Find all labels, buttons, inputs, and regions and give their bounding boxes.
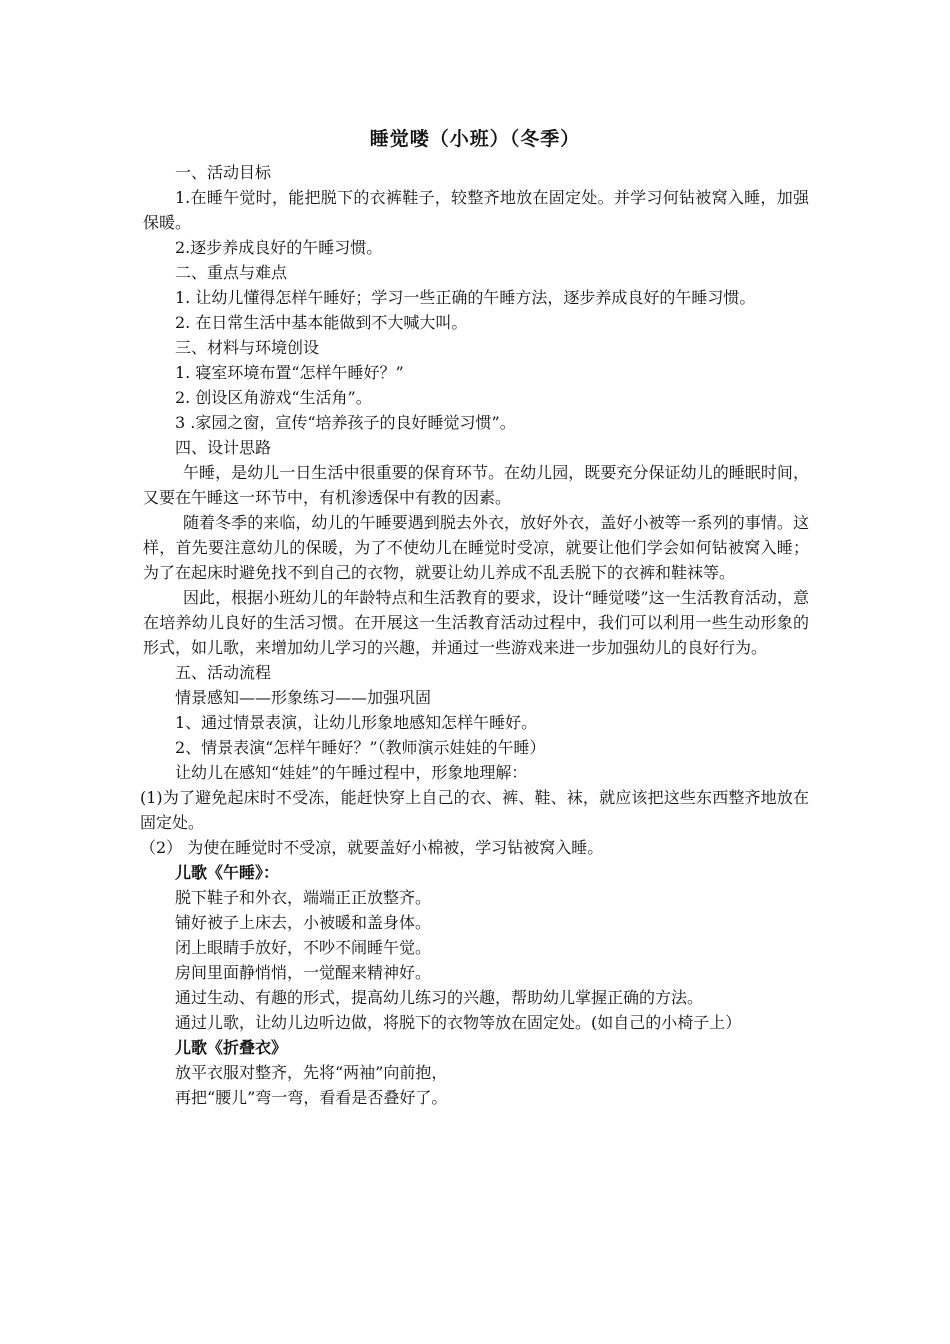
paragraph: 2.逐步养成良好的午睡习惯。 xyxy=(175,238,383,257)
paragraph: 1、通过情景表演，让幼儿形象地感知怎样午睡好。 xyxy=(175,713,538,732)
song-line: 再把“腰儿”弯一弯，看看是否叠好了。 xyxy=(175,1088,448,1107)
song-title: 儿歌《午睡》： xyxy=(175,863,280,882)
song-title: 儿歌《折叠衣》 xyxy=(175,1038,288,1057)
song-line: 闭上眼睛手放好，不吵不闹睡午觉。 xyxy=(175,938,432,957)
paragraph: 午睡，是幼儿一日生活中很重要的保育环节。在幼儿园，既要充分保证幼儿的睡眠时间，又要在午睡这一环节中，有机渗透保中有教的因素。 xyxy=(143,463,809,507)
document-body xyxy=(140,160,809,1110)
section-heading: 三、材料与环境创设 xyxy=(175,338,320,357)
paragraph: 通过儿歌，让幼儿边听边做，将脱下的衣物等放在固定处。(如自己的小椅子上） xyxy=(175,1013,742,1032)
section-heading: 四、设计思路 xyxy=(175,438,272,457)
paragraph: 2、情景表演“怎样午睡好？”（教师演示娃娃的午睡） xyxy=(175,738,546,757)
paragraph: 随着冬季的来临，幼儿的午睡要遇到脱去外衣，放好外衣，盖好小被等一系列的事情。这样，首先要注意幼儿的保暖，为了不使幼儿在睡觉时受凉，就要让他们学会如何钻被窝入睡；为了在起床时避免找不到自己的衣物，就要让幼儿养成不乱丢脱下的衣裤和鞋袜等。 xyxy=(143,513,809,582)
paragraph: (1)为了避免起床时不受冻，能赶快穿上自己的衣、裤、鞋、袜，就应该把这些东西整齐地放在固定处。 xyxy=(140,788,809,832)
paragraph: 2. 在日常生活中基本能做到不大喊大叫。 xyxy=(175,313,468,332)
section-heading: 一、活动目标 xyxy=(175,163,272,182)
paragraph: 2. 创设区角游戏“生活角”。 xyxy=(175,388,372,407)
song-line: 放平衣服对整齐，先将“两袖”向前抱， xyxy=(175,1063,448,1082)
song-line: 铺好被子上床去，小被暖和盖身体。 xyxy=(175,913,432,932)
paragraph: （2） 为使在睡觉时不受凉，就要盖好小棉被，学习钻被窝入睡。 xyxy=(140,838,604,857)
song-line: 脱下鞋子和外衣，端端正正放整齐。 xyxy=(175,888,432,907)
section-heading: 二、重点与难点 xyxy=(175,263,288,282)
paragraph: 因此，根据小班幼儿的年龄特点和生活教育的要求，设计“睡觉喽”这一生活教育活动，意在培养幼儿良好的生活习惯。在开展这一生活教育活动过程中，我们可以利用一些生动形象的形式，如儿歌，来增加幼儿学习的兴趣，并通过一些游戏来进一步加强幼儿的良好行为。 xyxy=(143,588,809,657)
paragraph: 1. 寝室环境布置“怎样午睡好？” xyxy=(175,363,404,382)
section-heading: 五、活动流程 xyxy=(175,663,272,682)
paragraph: 情景感知——形象练习——加强巩固 xyxy=(175,688,432,707)
song-line: 房间里面静悄悄，一觉醒来精神好。 xyxy=(175,963,432,982)
paragraph: 1. 让幼儿懂得怎样午睡好；学习一些正确的午睡方法，逐步养成良好的午睡习惯。 xyxy=(175,288,756,307)
paragraph: 1.在睡午觉时，能把脱下的衣裤鞋子，较整齐地放在固定处。并学习何钻被窝入睡，加强保暖。 xyxy=(143,188,809,232)
paragraph: 3 .家园之窗，宣传“培养孩子的良好睡觉习惯”。 xyxy=(175,413,516,432)
paragraph: 让幼儿在感知“娃娃”的午睡过程中，形象地理解： xyxy=(175,763,528,782)
paragraph: 通过生动、有趣的形式，提高幼儿练习的兴趣，帮助幼儿掌握正确的方法。 xyxy=(175,988,704,1007)
document-title: 睡觉喽（小班）（冬季） xyxy=(369,128,581,150)
